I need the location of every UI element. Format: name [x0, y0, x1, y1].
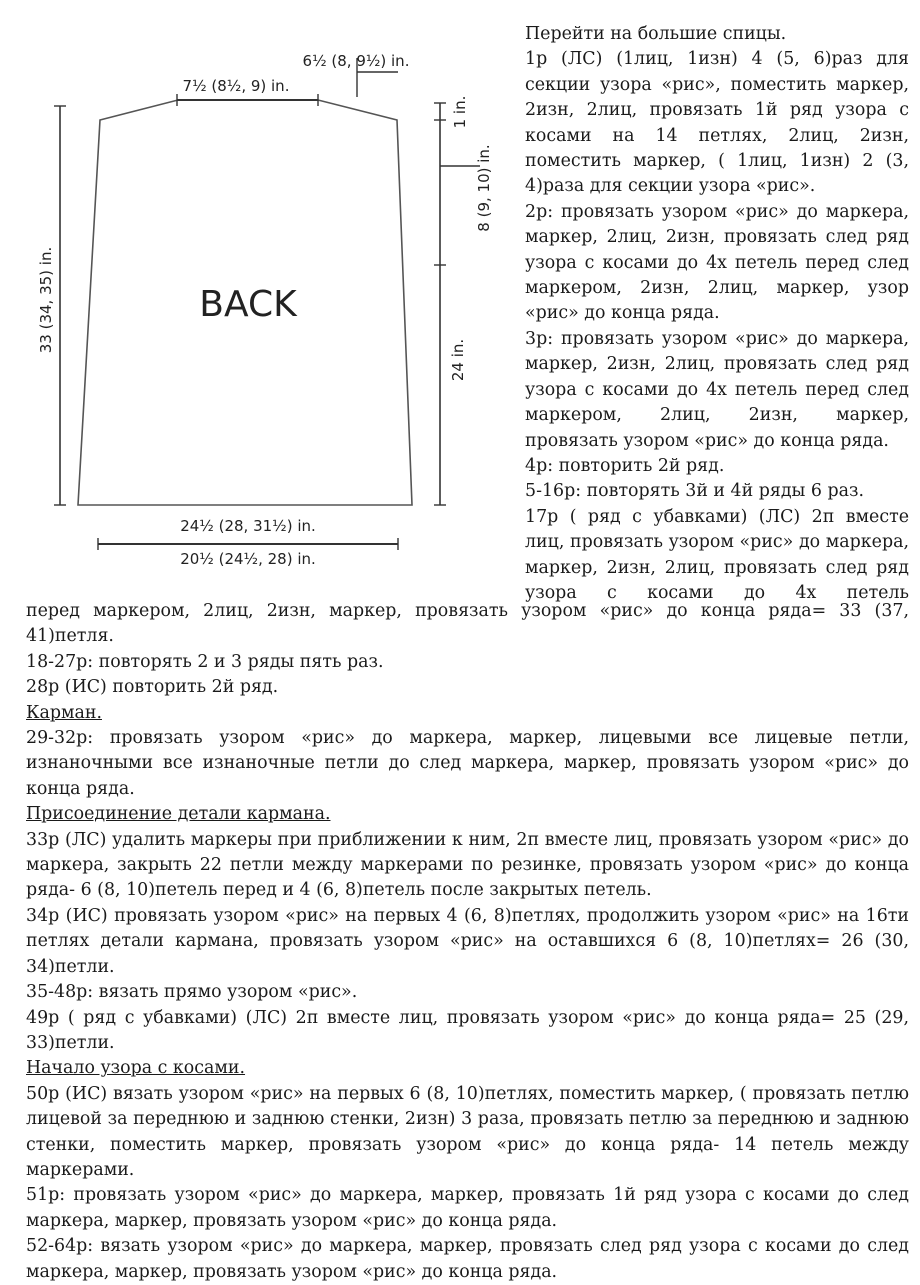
instructions-main-column [26, 599, 909, 1285]
length-dimension-label: 33 (34, 35) in. [37, 246, 55, 354]
bottom-outer-dimension [98, 538, 398, 568]
paragraph-rows-35-48: 35-48р: вязать прямо узором «рис». [26, 982, 358, 1003]
bottom-outer-dimension-label: 20½ (24½, 28) in. [180, 550, 316, 568]
paragraph-row-1: 1р (ЛС) (1лиц, 1изн) 4 (5, 6)раз для секции узора «рис», поместить маркер, 2изн, 2лиц, провязать 1й ряд узора с косами на 14 петлях, 2лиц, 2изн, поместить маркер, ( 1лиц, 1изн) 2 (3, 4)раза для секции узора «рис». [525, 49, 909, 197]
paragraph-row-51: 51р: провязать узором «рис» до маркера, маркер, провязать 1й ряд узора с косами до след маркера, маркер, провязать узором «рис» до конца ряда. [26, 1185, 909, 1231]
bottom-inner-dimension [180, 517, 316, 535]
shoulder-dimension-label: 6½ (8, 9½) in. [302, 52, 410, 70]
paragraph-row-28: 28р (ИС) повторить 2й ряд. [26, 677, 279, 698]
section-heading-pocket: Карман. [26, 702, 102, 723]
back-schematic [0, 0, 520, 600]
side-dimension [434, 265, 467, 505]
paragraph-rows-52-64: 52-64р: вязать узором «рис» до маркера, маркер, провязать след ряд узора с косами до след маркера, маркер, провязать узором «рис» до конца ряда. [26, 1236, 909, 1282]
slope-dimension-label: 1 in. [451, 95, 469, 129]
armhole-dimension [434, 120, 493, 265]
paragraph-row-50: 50р (ИС) вязать узором «рис» на первых 6 (8, 10)петлях, поместить маркер, ( провязать петлю лицевой за переднюю и заднюю стенки, 2изн) 3 раза, провязать петлю за переднюю и заднюю стенки, поместить маркер, провязать узором «рис» до конца ряда- 14 петель между маркерами. [26, 1083, 909, 1180]
paragraph-rows-5-16: 5-16р: повторять 3й и 4й ряды 6 раз. [525, 481, 865, 502]
paragraph-row-17-continued: перед маркером, 2лиц, 2изн, маркер, провязать узором «рис» до конца ряда= 33 (37, 41)петля. [26, 601, 909, 647]
paragraph-row-33: 33р (ЛС) удалить маркеры при приближении к ним, 2п вместе лиц, провязать узором «рис» до маркера, закрыть 22 петли между маркерами по резинке, провязать узором «рис» до конца ряда- 6 (8, 10)петель перед и 4 (6, 8)петель после закрытых петель. [26, 829, 909, 901]
section-heading-join-pocket: Присоединение детали кармана. [26, 804, 331, 825]
neck-dimension-label: 7½ (8½, 9) in. [182, 77, 290, 95]
paragraph-rows-29-32: 29-32р: провязать узором «рис» до маркера, маркер, лицевыми все лицевые петли, изнаночными все изнаночные петли до след маркера, маркер, провязать узором «рис» до конца ряда. [26, 728, 909, 799]
paragraph-row-49: 49р ( ряд с убавками) (ЛС) 2п вместе лиц, провязать узором «рис» до конца ряда= 25 (29, 33)петли. [26, 1007, 909, 1053]
paragraph-row-4: 4р: повторить 2й ряд. [525, 455, 725, 476]
paragraph-row-34: 34р (ИС) провязать узором «рис» на первых 4 (6, 8)петлях, продолжить узором «рис» на 16ти петлях детали кармана, провязать узором «рис» на оставшихся 6 (8, 10)петлях= 26 (30, 34)петли. [26, 905, 909, 977]
side-dimension-label: 24 in. [449, 338, 467, 382]
paragraph-rows-18-27: 18-27р: повторять 2 и 3 ряды пять раз. [26, 651, 384, 672]
instructions-right-column [525, 22, 909, 606]
shoulder-dimension [303, 52, 410, 97]
paragraph-row-3: 3р: провязать узором «рис» до маркера, маркер, 2изн, 2лиц, провязать след ряд узора с косами до 4х петель перед след маркером, 2лиц, 2изн, маркер, провязать узором «рис» до конца ряда. [525, 328, 909, 451]
paragraph-row-17: 17р ( ряд с убавками) (ЛС) 2п вместе лиц, провязать узором «рис» до маркера, маркер, 2изн, 2лиц, провязать след ряд узора с косами до 4х петель [525, 506, 909, 603]
paragraph-row-2: 2р: провязать узором «рис» до маркера, маркер, 2лиц, 2изн, провязать след ряд узора с косами до 4х петель перед след маркером, 2изн, 2лиц, маркер, узор «рис» до конца ряда. [525, 201, 909, 324]
section-heading-cable-start: Начало узора с косами. [26, 1058, 246, 1079]
armhole-dimension-label: 8 (9, 10) in. [475, 144, 493, 232]
length-dimension [37, 106, 66, 505]
bottom-inner-dimension-label: 24½ (28, 31½) in. [180, 517, 316, 535]
neck-dimension [177, 77, 318, 106]
back-label: BACK [199, 284, 297, 325]
paragraph-switch-needles: Перейти на большие спицы. [525, 24, 787, 44]
